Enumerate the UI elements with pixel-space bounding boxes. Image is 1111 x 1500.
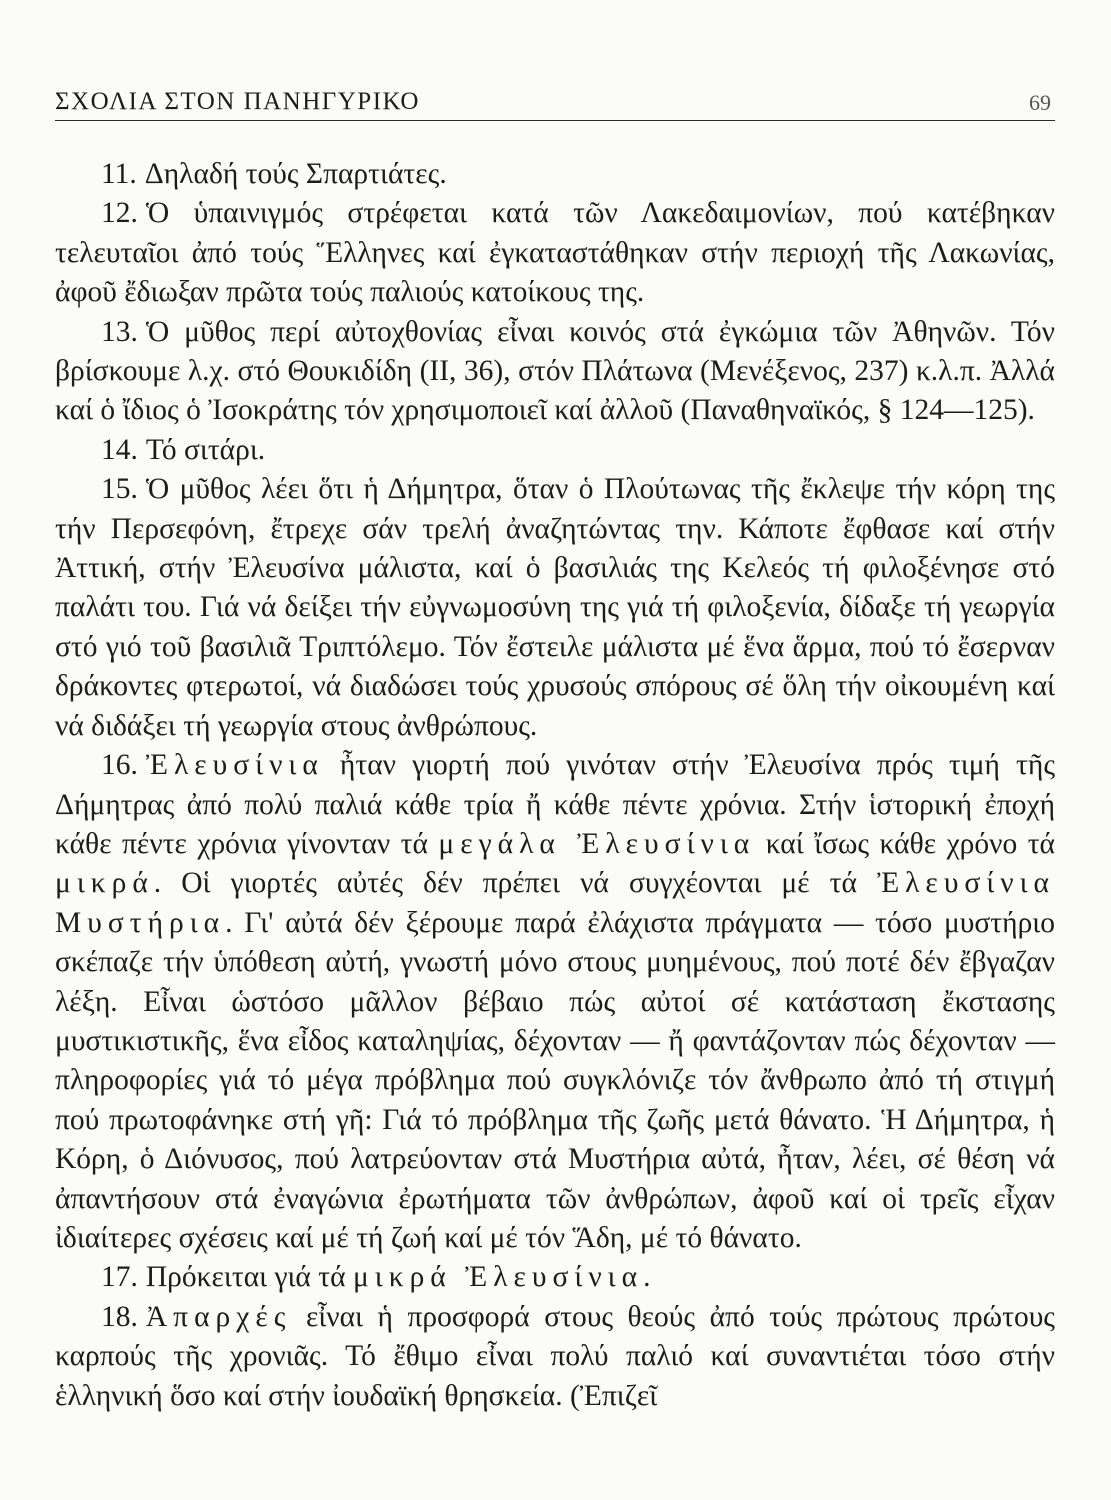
note-11 — [55, 155, 1055, 194]
note-number: 11. — [101, 158, 137, 190]
note-number: 15. — [101, 473, 138, 506]
note-16 — [55, 746, 1055, 1258]
running-title: ΣΧΟΛΙΑ ΣΤΟΝ ΠΑΝΗΓΥΡΙΚΟ — [55, 88, 420, 115]
note-text: Τό σιτάρι. — [145, 433, 266, 466]
note-text: ἦταν γιορτή πού γινόταν στήν Ἐλευσίνα πρός τιμή τῆς Δήμητρας ἀπό πολύ παλιά κάθε τρία ἤ κάθε πέντε χρόνια. Στήν ἱστορική ἐποχή κάθε πέντε χρόνια γίνονταν τά — [55, 749, 1055, 860]
note-text: . Γι' αὐτά δέν ξέρουμε παρά ἐλάχιστα πράγματα — τόσο μυστήριο σκέπαζε τήν ὑπόθεση αὐτή, γνωστή μόνο στους μυημένους, πού ποτέ δέν ἔβγαζαν λέξη. Εἶναι ὡστόσο μᾶλλον βέβαιο πώς αὐτοί σέ κατάσταση ἔκστασης μυστικιστικῆς, ἕνα εἶδος καταληψίας, δέχονταν — ἤ φαντάζονταν πώς δέχονταν — πληροφορίες γιά τό μέγα πρόβλημα πού συγκλόνιζε τόν ἄνθρωπο ἀπό τή στιγμή πού πρωτοφάνηκε στή γῆ: Γιά τό πρόβλημα τῆς ζωῆς μετά θάνατο. Ἡ Δήμητρα, ἡ Κόρη, ὁ Διόνυσος, πού λατρεύονταν στά Μυστήρια αὐτά, ἦταν, λέει, σέ θέση νά ἀπαντήσουν στά ἐναγώνια ἐρωτήματα τῶν ἀνθρώπων, ἀφοῦ καί οἱ τρεῖς εἶχαν ἰδιαίτερες σχέσεις καί μέ τή ζωή καί μέ τόν Ἅδη, μέ τό θάνατο. — [55, 906, 1055, 1254]
note-15 — [55, 470, 1055, 746]
note-number: 13. — [101, 315, 138, 348]
page-number: 69 — [1029, 90, 1051, 115]
note-number: 16. — [101, 749, 138, 782]
note-18 — [55, 1298, 1055, 1416]
note-text: Ὁ μῦθος περί αὐτοχθονίας εἶναι κοινός στά ἐγκώμια τῶν Ἀθηνῶν. Τόν βρίσκουμε λ.χ. στό Θουκιδίδη (ΙΙ, 36), στόν Πλάτωνα (Μενέξενος, 237) κ.λ.π. Ἀλλά καί ὁ ἴδιος ὁ Ἰσοκράτης τόν χρησιμοποιεῖ καί ἀλλοῦ (Παναθηναϊκός, § 124—125). — [55, 315, 1055, 427]
spaced-term: Ἀπαρχές — [145, 1300, 292, 1333]
page-header — [55, 82, 1055, 121]
spaced-term: μικρά — [55, 867, 154, 900]
note-text: Πρόκειται γιά τά — [145, 1261, 353, 1294]
note-14 — [55, 431, 1055, 470]
note-text: Δηλαδή τούς Σπαρτιάτες. — [144, 158, 447, 190]
note-17 — [55, 1258, 1055, 1297]
note-number: 17. — [101, 1261, 138, 1294]
note-text: Ὁ μῦθος λέει ὅτι ἡ Δήμητρα, ὅταν ὁ Πλούτωνας τῆς ἔκλεψε τήν κόρη της τήν Περσεφόνη, ἔτρεχε σάν τρελή ἀναζητώντας την. Κάποτε ἔφθασε καί στήν Ἀττική, στήν Ἐλευσίνα μάλιστα, καί ὁ βασιλιάς της Κελεός τή φιλοξένησε στό παλάτι του. Γιά νά δείξει τήν εὐγνωμοσύνη της γιά τή φιλοξενία, δίδαξε τή γεωργία στό γιό τοῦ βασιλιᾶ Τριπτόλεμο. Τόν ἔστειλε μάλιστα μέ ἕνα ἅρμα, πού τό ἔσερναν δράκοντες φτερωτοί, νά διαδώσει τούς χρυσούς σπόρους σέ ὅλη τήν οἰκουμένη καί νά διδάξει τή γεωργία στους ἀνθρώπους. — [55, 473, 1055, 742]
note-number: 14. — [101, 433, 138, 466]
spaced-term: Ἐλευσίνια Μυστήρια — [55, 867, 1055, 939]
note-number: 12. — [101, 197, 138, 230]
note-12 — [55, 194, 1055, 312]
note-text: εἶναι ἡ προσφορά στους θεούς ἀπό τούς πρώτους πρώτους καρπούς τῆς χρονιᾶς. Τό ἔθιμο εἶναι πολύ παλιό καί συναντιέται τόσο στήν ἑλληνική ὅσο καί στήν ἰουδαϊκή θρησκεία. (Ἐπιζεῖ — [55, 1300, 1055, 1412]
note-text: . Οἱ γιορτές αὐτές δέν πρέπει νά συγχέονται μέ τά — [153, 867, 878, 900]
note-text: καί ἴσως κάθε χρόνο τά — [755, 827, 1056, 860]
spaced-term: μικρά Ἐλευσίνια — [352, 1261, 644, 1294]
book-page — [55, 82, 1055, 1416]
note-number: 18. — [101, 1300, 138, 1333]
spaced-term: Ἐλευσίνια — [145, 749, 324, 782]
note-text: Ὁ ὑπαινιγμός στρέφεται κατά τῶν Λακεδαιμονίων, πού κατέβηκαν τελευταῖοι ἀπό τούς Ἕλληνες καί ἐγκαταστάθηκαν στήν περιοχή τῆς Λακωνίας, ἀφοῦ ἔδιωξαν πρῶτα τούς παλιούς κατοίκους της. — [55, 197, 1055, 309]
spaced-term: μεγάλα Ἐλευσίνια — [438, 827, 756, 860]
note-text: . — [643, 1261, 651, 1294]
note-13 — [55, 313, 1055, 431]
notes-body — [55, 155, 1055, 1416]
